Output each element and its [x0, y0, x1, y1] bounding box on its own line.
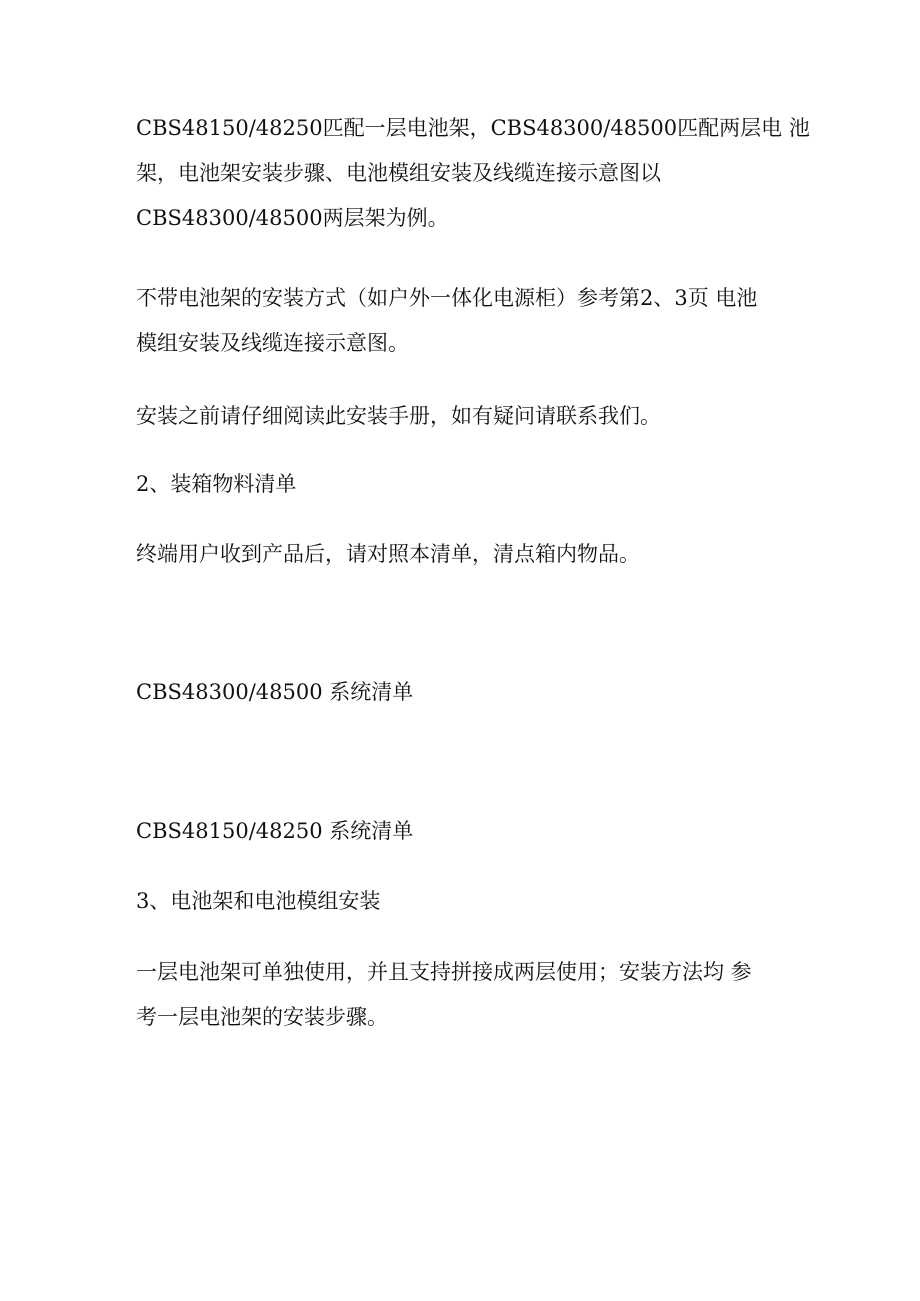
text-line: 模组安装及线缆连接示意图。 [136, 331, 409, 355]
heading-text: 2、装箱物料清单 [136, 472, 297, 496]
list-title-cbs48300 [136, 670, 786, 715]
list-title-cbs48150 [136, 809, 786, 854]
text-line: 终端用户收到产品后，请对照本清单，清点箱内物品。 [136, 542, 640, 566]
heading-text: 3、电池架和电池模组安装 [136, 889, 381, 913]
text-line: CBS48300/48500 系统清单 [136, 680, 414, 704]
text-line: 考一层电池架的安装步骤。 [136, 1005, 388, 1029]
section-heading-packing-list [136, 462, 786, 507]
text-line: 安装之前请仔细阅读此安装手册，如有疑问请联系我们。 [136, 404, 661, 428]
text-line: 架，电池架安装步骤、电池模组安装及线缆连接示意图以 [136, 161, 661, 185]
text-line: CBS48150/48250 系统清单 [136, 819, 414, 843]
text-line: 一层电池架可单独使用，并且支持拼接成两层使用；安装方法均 参 [136, 960, 752, 984]
text-line: CBS48150/48250匹配一层电池架，CBS48300/48500匹配两层电 池 [136, 116, 810, 140]
paragraph-check-items [136, 532, 786, 577]
text-line: CBS48300/48500两层架为例。 [136, 206, 449, 230]
text-line: 不带电池架的安装方式（如户外一体化电源柜）参考第2、3页 电池 [136, 286, 758, 310]
paragraph-single-rack [136, 950, 786, 1040]
section-heading-installation [136, 879, 786, 924]
paragraph-no-rack [136, 276, 786, 366]
paragraph-read-manual [136, 394, 786, 439]
paragraph-intro [136, 106, 810, 241]
